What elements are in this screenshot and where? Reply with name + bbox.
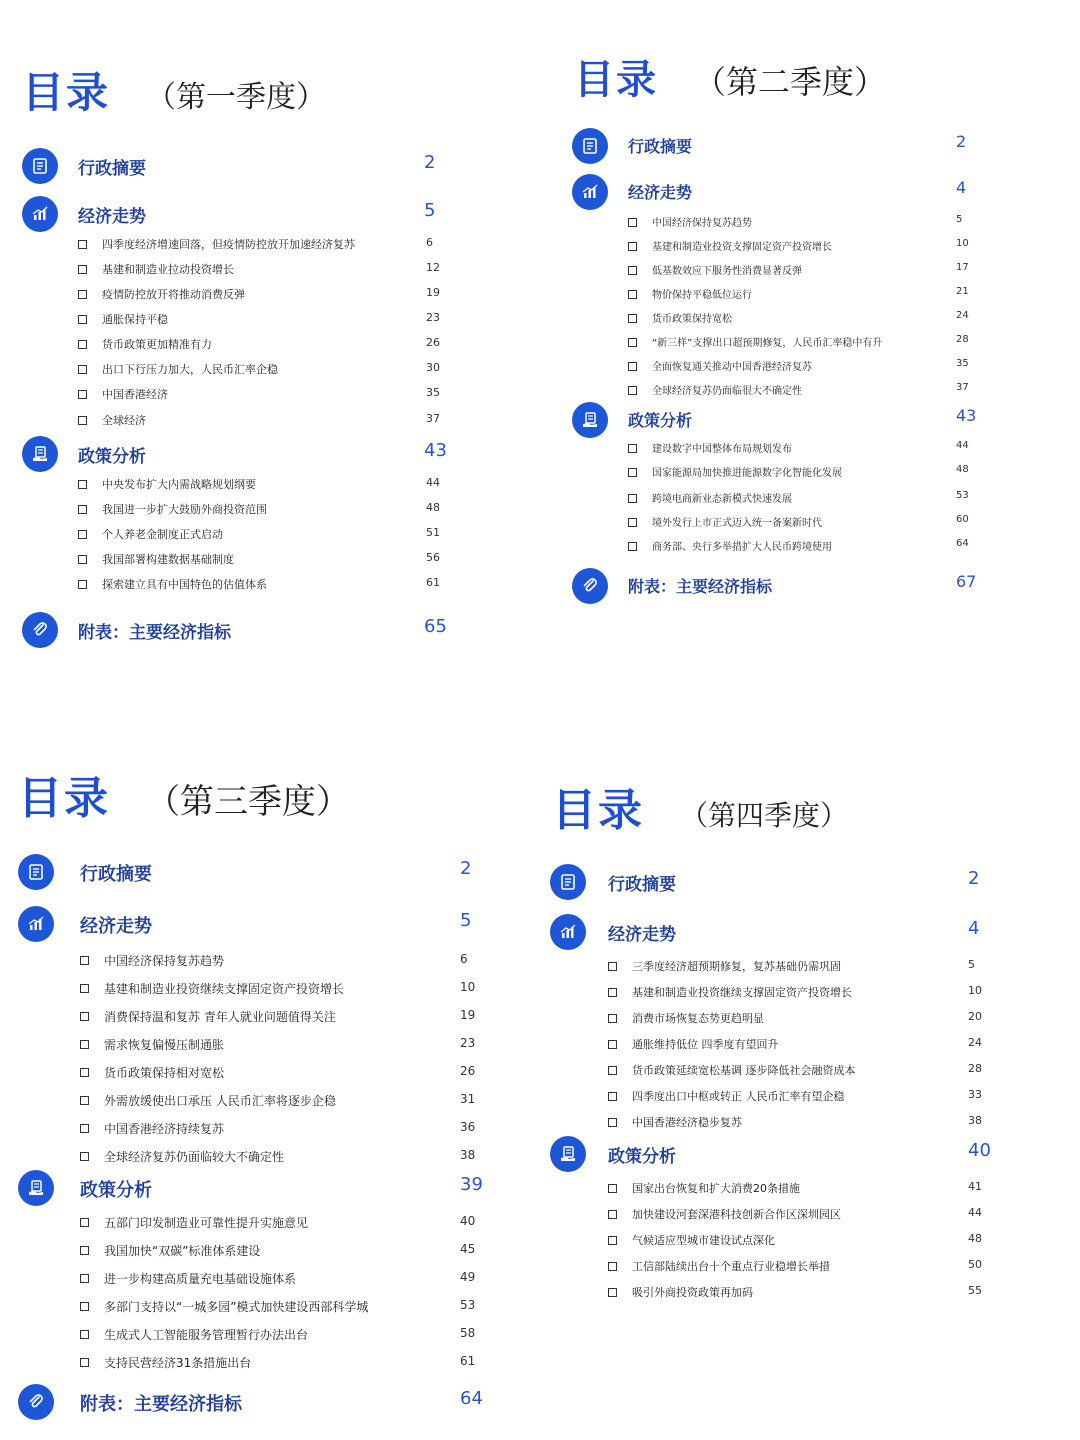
checkbox-icon — [628, 362, 637, 371]
toc-item[interactable] — [80, 1064, 560, 1084]
item-page: 23 — [426, 311, 440, 324]
item-title: 四季度出口中枢或转正 人民币汇率有望企稳 — [632, 1090, 845, 1103]
checkbox-icon — [80, 1068, 89, 1077]
item-title: 气候适应型城市建设试点深化 — [632, 1234, 775, 1247]
section-page: 2 — [460, 858, 472, 879]
item-page: 28 — [968, 1062, 982, 1075]
toc-item[interactable] — [608, 984, 1080, 1004]
item-title: 疫情防控放开将推动消费反弹 — [102, 288, 245, 301]
checkbox-icon — [608, 1118, 617, 1127]
item-title: 低基数效应下服务性消费显著反弹 — [652, 266, 802, 277]
item-title: 全球经济复苏仍面临很大不确定性 — [652, 386, 802, 397]
section-appendix[interactable] — [572, 568, 1052, 608]
checkbox-icon — [80, 956, 89, 965]
checkbox-icon — [608, 1040, 617, 1049]
item-page: 44 — [426, 476, 440, 489]
toc-q3 — [18, 762, 498, 1432]
toc-item[interactable] — [78, 386, 518, 406]
section-label: 行政摘要 — [78, 159, 146, 179]
checkbox-icon — [78, 530, 87, 539]
checkbox-icon — [80, 1358, 89, 1367]
item-page: 37 — [956, 382, 969, 393]
item-page: 6 — [426, 236, 433, 249]
toc-item[interactable] — [608, 1206, 1080, 1226]
checkbox-icon — [628, 542, 637, 551]
toc-item[interactable] — [628, 382, 1080, 402]
section-page: 2 — [424, 152, 436, 173]
checkbox-icon — [80, 1124, 89, 1133]
hand-document-icon — [18, 1170, 54, 1206]
bar-chart-icon — [18, 906, 54, 942]
section-policy[interactable] — [22, 436, 462, 476]
toc-item[interactable] — [80, 1242, 560, 1262]
toc-item[interactable] — [78, 261, 518, 281]
item-page: 26 — [426, 336, 440, 349]
section-page: 67 — [956, 572, 977, 591]
item-title: 中国香港经济稳步复苏 — [632, 1116, 742, 1129]
section-page: 43 — [424, 440, 447, 461]
checkbox-icon — [80, 1246, 89, 1255]
toc-item[interactable] — [80, 1092, 560, 1112]
item-page: 28 — [956, 334, 969, 345]
item-page: 53 — [956, 490, 969, 501]
section-label: 经济走势 — [80, 916, 152, 937]
section-page: 2 — [968, 868, 980, 889]
checkbox-icon — [608, 988, 617, 997]
section-exec-summary[interactable] — [550, 864, 1050, 904]
toc-item[interactable] — [78, 361, 518, 381]
item-title: 货币政策更加精准有力 — [102, 338, 212, 351]
item-title: 我国进一步扩大鼓励外商投资范围 — [102, 503, 267, 516]
title-quarter: （第三季度） — [146, 782, 350, 822]
checkbox-icon — [78, 505, 87, 514]
toc-item[interactable] — [78, 476, 518, 496]
title-quarter: （第二季度） — [694, 63, 887, 101]
section-page: 64 — [460, 1388, 483, 1409]
hand-document-icon — [22, 436, 58, 472]
section-page: 40 — [968, 1140, 991, 1161]
section-page: 5 — [460, 910, 472, 931]
toc-item[interactable] — [608, 1062, 1080, 1082]
item-page: 12 — [426, 261, 440, 274]
item-page: 35 — [956, 358, 969, 369]
toc-item[interactable] — [628, 238, 1080, 258]
document-icon — [550, 864, 586, 900]
title-main: 目录 — [18, 773, 110, 824]
checkbox-icon — [608, 1262, 617, 1271]
toc-item[interactable] — [80, 1270, 560, 1290]
section-label: 政策分析 — [628, 411, 693, 430]
toc-item[interactable] — [628, 214, 1080, 234]
checkbox-icon — [78, 365, 87, 374]
section-exec-summary[interactable] — [572, 128, 1052, 168]
item-page: 31 — [460, 1092, 476, 1106]
checkbox-icon — [80, 1040, 89, 1049]
section-policy[interactable] — [572, 402, 1052, 442]
checkbox-icon — [80, 1096, 89, 1105]
section-exec-summary[interactable] — [22, 148, 462, 188]
item-page: 58 — [460, 1326, 476, 1340]
item-page: 48 — [968, 1232, 982, 1245]
item-page: 61 — [426, 576, 440, 589]
document-icon — [18, 854, 54, 890]
toc-title — [22, 60, 326, 120]
toc-item[interactable] — [78, 236, 518, 256]
checkbox-icon — [80, 1274, 89, 1283]
item-page: 24 — [956, 310, 969, 321]
section-page: 4 — [956, 178, 967, 197]
item-page: 23 — [460, 1036, 476, 1050]
item-title: 我国部署构建数据基础制度 — [102, 553, 234, 566]
checkbox-icon — [628, 444, 637, 453]
item-title: 需求恢复偏慢压制通胀 — [104, 1038, 225, 1052]
item-title: 消费市场恢复态势更趋明显 — [632, 1012, 764, 1025]
checkbox-icon — [80, 1012, 89, 1021]
toc-item[interactable] — [628, 334, 1080, 354]
item-title: 我国加快“双碳”标准体系建设 — [104, 1244, 261, 1258]
toc-item[interactable] — [78, 311, 518, 331]
section-label: 附表：主要经济指标 — [78, 623, 231, 643]
section-label: 政策分析 — [78, 447, 146, 467]
item-page: 24 — [968, 1036, 982, 1049]
toc-item[interactable] — [628, 262, 1080, 282]
section-page: 5 — [424, 200, 436, 221]
toc-item[interactable] — [80, 980, 560, 1000]
document-icon — [22, 148, 58, 184]
item-title: 中央发布扩大内需战略规划纲要 — [102, 478, 256, 491]
item-title: 通胀保持平稳 — [102, 313, 168, 326]
checkbox-icon — [628, 386, 637, 395]
checkbox-icon — [608, 1184, 617, 1193]
section-page: 43 — [956, 406, 977, 425]
item-page: 17 — [956, 262, 969, 273]
item-page: 48 — [426, 501, 440, 514]
toc-item[interactable] — [608, 1088, 1080, 1108]
item-page: 6 — [460, 952, 468, 966]
item-page: 50 — [968, 1258, 982, 1271]
section-label: 行政摘要 — [628, 137, 693, 156]
checkbox-icon — [78, 555, 87, 564]
toc-item[interactable] — [608, 1258, 1080, 1278]
section-economy[interactable] — [18, 906, 498, 946]
checkbox-icon — [608, 1014, 617, 1023]
item-page: 60 — [956, 514, 969, 525]
item-page: 36 — [460, 1120, 476, 1134]
checkbox-icon — [78, 340, 87, 349]
item-page: 21 — [956, 286, 969, 297]
item-title: 支持民营经济31条措施出台 — [104, 1356, 252, 1370]
section-economy[interactable] — [572, 174, 1052, 214]
toc-item[interactable] — [628, 440, 1080, 460]
item-page: 48 — [956, 464, 969, 475]
section-label: 经济走势 — [628, 183, 693, 202]
toc-item[interactable] — [628, 538, 1080, 558]
item-title: 五部门印发制造业可靠性提升实施意见 — [104, 1216, 309, 1230]
section-label: 经济走势 — [608, 925, 676, 945]
toc-item[interactable] — [78, 501, 518, 521]
section-label: 政策分析 — [608, 1147, 676, 1167]
checkbox-icon — [628, 518, 637, 527]
section-label: 附表：主要经济指标 — [628, 577, 773, 596]
item-title: 物价保持平稳低位运行 — [652, 290, 752, 301]
item-page: 33 — [968, 1088, 982, 1101]
section-policy[interactable] — [18, 1170, 498, 1210]
item-title: 中国经济保持复苏趋势 — [652, 218, 752, 229]
section-economy[interactable] — [22, 196, 462, 236]
toc-item[interactable] — [628, 490, 1080, 510]
toc-q4 — [550, 774, 1050, 1314]
toc-item[interactable] — [78, 336, 518, 356]
item-title: 吸引外商投资政策再加码 — [632, 1286, 753, 1299]
checkbox-icon — [78, 290, 87, 299]
toc-item[interactable] — [628, 464, 1080, 484]
item-page: 37 — [426, 412, 440, 425]
item-title: 货币政策延续宽松基调 逐步降低社会融资成本 — [632, 1064, 856, 1077]
item-title: 消费保持温和复苏 青年人就业问题值得关注 — [104, 1010, 336, 1024]
item-title: 货币政策保持宽松 — [652, 314, 732, 325]
checkbox-icon — [80, 1218, 89, 1227]
item-page: 10 — [956, 238, 969, 249]
checkbox-icon — [628, 314, 637, 323]
toc-item[interactable] — [608, 1180, 1080, 1200]
item-title: 多部门支持以“一城多园”模式加快建设西部科学城 — [104, 1300, 369, 1314]
item-title: 中国香港经济 — [102, 388, 168, 401]
item-title: 全球经济复苏仍面临较大不确定性 — [104, 1150, 285, 1164]
item-title: 基建和制造业投资继续支撑固定资产投资增长 — [632, 986, 852, 999]
section-label: 政策分析 — [80, 1180, 152, 1201]
item-title: 基建和制造业拉动投资增长 — [102, 263, 234, 276]
checkbox-icon — [78, 390, 87, 399]
checkbox-icon — [80, 984, 89, 993]
section-page: 39 — [460, 1174, 483, 1195]
item-page: 44 — [956, 440, 969, 451]
item-title: 通胀维持低位 四季度有望回升 — [632, 1038, 779, 1051]
checkbox-icon — [628, 218, 637, 227]
hand-document-icon — [550, 1136, 586, 1172]
item-title: 基建和制造业投资继续支撑固定资产投资增长 — [104, 982, 345, 996]
paperclip-icon — [22, 612, 58, 648]
toc-item[interactable] — [608, 1010, 1080, 1030]
section-label: 行政摘要 — [608, 875, 676, 895]
item-page: 5 — [956, 214, 963, 225]
toc-item[interactable] — [628, 310, 1080, 330]
checkbox-icon — [608, 1288, 617, 1297]
item-title: 加快建设河套深港科技创新合作区深圳园区 — [632, 1208, 841, 1221]
toc-item[interactable] — [80, 1008, 560, 1028]
checkbox-icon — [628, 494, 637, 503]
section-label: 附表：主要经济指标 — [80, 1394, 242, 1415]
toc-item[interactable] — [78, 286, 518, 306]
item-page: 41 — [968, 1180, 982, 1193]
section-appendix[interactable] — [22, 612, 462, 652]
toc-item[interactable] — [608, 1284, 1080, 1304]
section-page: 65 — [424, 616, 447, 637]
checkbox-icon — [78, 580, 87, 589]
toc-item[interactable] — [628, 358, 1080, 378]
toc-item[interactable] — [80, 952, 560, 972]
checkbox-icon — [608, 962, 617, 971]
toc-item[interactable] — [78, 526, 518, 546]
title-main: 目录 — [552, 785, 644, 836]
checkbox-icon — [78, 265, 87, 274]
item-title: 四季度经济增速回落，但疫情防控放开加速经济复苏 — [102, 238, 355, 251]
title-main: 目录 — [22, 68, 111, 117]
checkbox-icon — [628, 468, 637, 477]
toc-title — [18, 762, 350, 826]
item-title: 个人养老金制度正式启动 — [102, 528, 223, 541]
section-page: 2 — [956, 132, 967, 151]
checkbox-icon — [80, 1302, 89, 1311]
section-appendix[interactable] — [18, 1384, 498, 1424]
item-page: 38 — [968, 1114, 982, 1127]
paperclip-icon — [572, 568, 608, 604]
item-page: 10 — [460, 980, 476, 994]
item-title: 跨境电商新业态新模式快速发展 — [652, 494, 792, 505]
item-title: 全球经济 — [102, 414, 146, 427]
toc-title — [574, 48, 886, 105]
title-quarter: （第四季度） — [680, 799, 849, 832]
toc-item[interactable] — [80, 1148, 560, 1168]
item-page: 19 — [460, 1008, 476, 1022]
section-policy[interactable] — [550, 1136, 1050, 1176]
section-label: 行政摘要 — [80, 864, 152, 885]
item-title: 中国经济保持复苏趋势 — [104, 954, 225, 968]
item-page: 53 — [460, 1298, 476, 1312]
checkbox-icon — [628, 338, 637, 347]
checkbox-icon — [628, 266, 637, 275]
item-page: 44 — [968, 1206, 982, 1219]
checkbox-icon — [78, 416, 87, 425]
toc-q1 — [22, 60, 462, 660]
toc-item[interactable] — [78, 551, 518, 571]
toc-item[interactable] — [80, 1298, 560, 1318]
item-page: 45 — [460, 1242, 476, 1256]
item-page: 49 — [460, 1270, 476, 1284]
checkbox-icon — [78, 315, 87, 324]
item-title: 生成式人工智能服务管理暂行办法出台 — [104, 1328, 309, 1342]
item-page: 55 — [968, 1284, 982, 1297]
bar-chart-icon — [572, 174, 608, 210]
item-title: 建设数字中国整体布局规划发布 — [652, 444, 792, 455]
item-title: 基建和制造业投资支撑固定资产投资增长 — [652, 242, 832, 253]
toc-item[interactable] — [608, 958, 1080, 978]
bar-chart-icon — [550, 914, 586, 950]
item-title: 中国香港经济持续复苏 — [104, 1122, 225, 1136]
title-quarter: （第一季度） — [146, 80, 327, 115]
checkbox-icon — [628, 242, 637, 251]
item-page: 19 — [426, 286, 440, 299]
item-title: 国家能源局加快推进能源数字化智能化发展 — [652, 468, 842, 479]
toc-title — [552, 774, 848, 838]
item-page: 40 — [460, 1214, 476, 1228]
toc-item[interactable] — [80, 1214, 560, 1234]
item-page: 30 — [426, 361, 440, 374]
paperclip-icon — [18, 1384, 54, 1420]
item-title: 境外发行上市正式迈入统一备案新时代 — [652, 518, 822, 529]
toc-item[interactable] — [628, 514, 1080, 534]
checkbox-icon — [78, 480, 87, 489]
toc-item[interactable] — [628, 286, 1080, 306]
item-title: 探索建立具有中国特色的估值体系 — [102, 578, 267, 591]
toc-item[interactable] — [78, 412, 518, 432]
item-page: 5 — [968, 958, 975, 971]
hand-document-icon — [572, 402, 608, 438]
item-page: 51 — [426, 526, 440, 539]
item-page: 10 — [968, 984, 982, 997]
toc-item[interactable] — [80, 1326, 560, 1346]
checkbox-icon — [608, 1210, 617, 1219]
item-page: 35 — [426, 386, 440, 399]
section-label: 经济走势 — [78, 207, 146, 227]
item-title: “新三样”支撑出口超预期修复，人民币汇率稳中有升 — [652, 338, 883, 349]
item-title: 全面恢复通关推动中国香港经济复苏 — [652, 362, 812, 373]
toc-item[interactable] — [80, 1036, 560, 1056]
checkbox-icon — [608, 1236, 617, 1245]
toc-item[interactable] — [80, 1120, 560, 1140]
checkbox-icon — [80, 1152, 89, 1161]
item-page: 61 — [460, 1354, 476, 1368]
section-exec-summary[interactable] — [18, 854, 498, 894]
bar-chart-icon — [22, 196, 58, 232]
toc-q2 — [572, 48, 1052, 628]
toc-item[interactable] — [80, 1354, 560, 1374]
item-title: 出口下行压力加大，人民币汇率企稳 — [102, 363, 278, 376]
item-page: 26 — [460, 1064, 476, 1078]
checkbox-icon — [608, 1092, 617, 1101]
item-title: 外需放缓使出口承压 人民币汇率将逐步企稳 — [104, 1094, 336, 1108]
toc-item[interactable] — [608, 1114, 1080, 1134]
section-economy[interactable] — [550, 914, 1050, 954]
item-title: 三季度经济超预期修复，复苏基础仍需巩固 — [632, 960, 841, 973]
item-page: 20 — [968, 1010, 982, 1023]
checkbox-icon — [628, 290, 637, 299]
item-page: 56 — [426, 551, 440, 564]
item-page: 64 — [956, 538, 969, 549]
item-title: 商务部、央行多举措扩大人民币跨境使用 — [652, 542, 832, 553]
item-title: 国家出台恢复和扩大消费20条措施 — [632, 1182, 800, 1195]
item-title: 货币政策保持相对宽松 — [104, 1066, 225, 1080]
title-main: 目录 — [574, 57, 658, 103]
item-title: 进一步构建高质量充电基础设施体系 — [104, 1272, 297, 1286]
checkbox-icon — [80, 1330, 89, 1339]
checkbox-icon — [608, 1066, 617, 1075]
item-title: 工信部陆续出台十个重点行业稳增长举措 — [632, 1260, 830, 1273]
item-page: 38 — [460, 1148, 476, 1162]
toc-item[interactable] — [608, 1232, 1080, 1252]
toc-item[interactable] — [608, 1036, 1080, 1056]
checkbox-icon — [78, 240, 87, 249]
section-page: 4 — [968, 918, 980, 939]
toc-item[interactable] — [78, 576, 518, 596]
document-icon — [572, 128, 608, 164]
